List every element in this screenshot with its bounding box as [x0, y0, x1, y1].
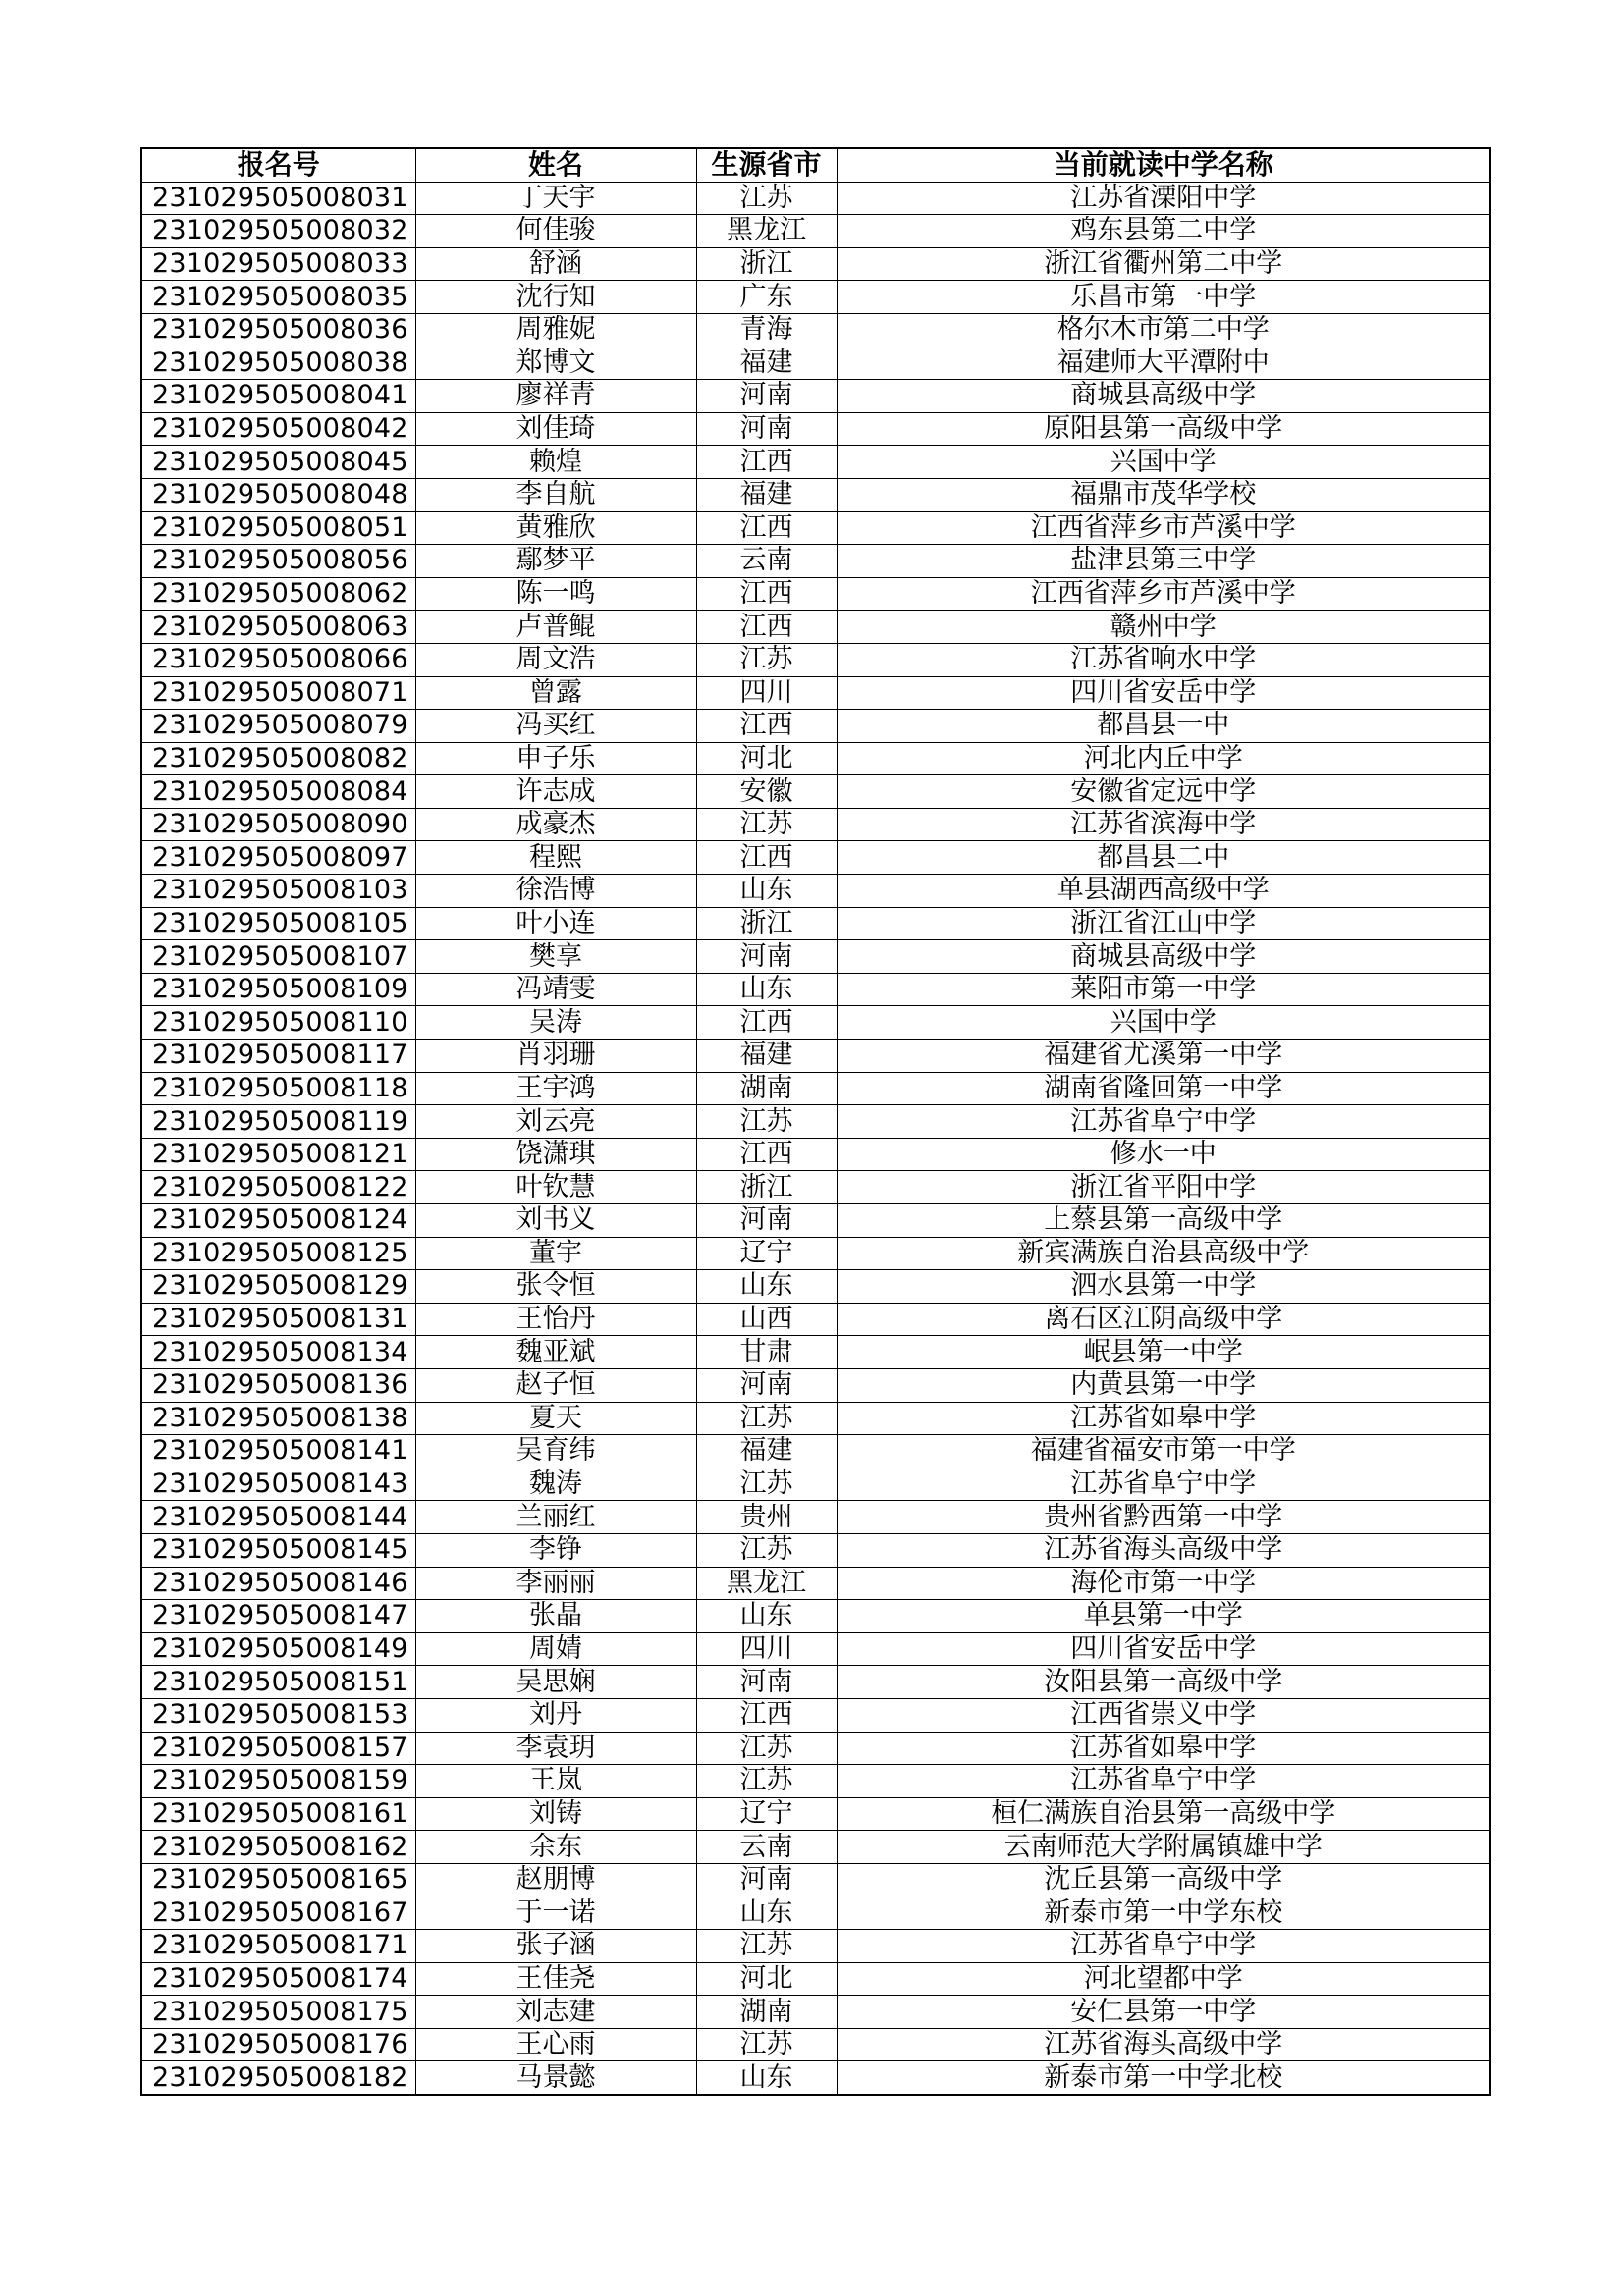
cell-name: 卢普鲲	[415, 611, 696, 644]
cell-registration-number: 231029505008125	[141, 1237, 415, 1270]
cell-province: 河北	[696, 742, 837, 775]
cell-province: 山东	[696, 1270, 837, 1304]
cell-province: 浙江	[696, 247, 837, 281]
table-row	[141, 611, 1490, 644]
cell-school: 浙江省衢州第二中学	[837, 247, 1490, 281]
cell-registration-number: 231029505008041	[141, 380, 415, 413]
cell-province: 山东	[696, 875, 837, 908]
cell-registration-number: 231029505008105	[141, 907, 415, 940]
cell-registration-number: 231029505008107	[141, 940, 415, 974]
cell-school: 单县湖西高级中学	[837, 875, 1490, 908]
cell-school: 江西省崇义中学	[837, 1698, 1490, 1732]
table-row	[141, 710, 1490, 743]
cell-province: 江西	[696, 1698, 837, 1732]
cell-name: 刘书义	[415, 1204, 696, 1238]
cell-name: 程熙	[415, 841, 696, 875]
cell-province: 浙江	[696, 907, 837, 940]
cell-registration-number: 231029505008165	[141, 1863, 415, 1896]
cell-name: 刘志建	[415, 1996, 696, 2029]
cell-registration-number: 231029505008118	[141, 1072, 415, 1105]
cell-school: 商城县高级中学	[837, 940, 1490, 974]
cell-name: 张令恒	[415, 1270, 696, 1304]
cell-school: 新泰市第一中学东校	[837, 1896, 1490, 1930]
table-row	[141, 1896, 1490, 1930]
table-body	[141, 182, 1490, 2095]
cell-name: 何佳骏	[415, 215, 696, 248]
cell-school: 浙江省江山中学	[837, 907, 1490, 940]
cell-school: 安徽省定远中学	[837, 775, 1490, 809]
cell-province: 河南	[696, 380, 837, 413]
cell-province: 云南	[696, 1831, 837, 1864]
cell-name: 刘铸	[415, 1797, 696, 1831]
cell-name: 赵子恒	[415, 1368, 696, 1402]
cell-province: 江西	[696, 611, 837, 644]
cell-registration-number: 231029505008176	[141, 2028, 415, 2061]
cell-school: 上蔡县第一高级中学	[837, 1204, 1490, 1238]
cell-province: 贵州	[696, 1501, 837, 1534]
cell-name: 魏亚斌	[415, 1336, 696, 1369]
cell-registration-number: 231029505008117	[141, 1040, 415, 1073]
cell-registration-number: 231029505008151	[141, 1666, 415, 1699]
table-row	[141, 1567, 1490, 1600]
cell-province: 黑龙江	[696, 215, 837, 248]
cell-school: 海伦市第一中学	[837, 1567, 1490, 1600]
table-row	[141, 940, 1490, 974]
table-row	[141, 1533, 1490, 1567]
cell-province: 黑龙江	[696, 1567, 837, 1600]
cell-school: 福建师大平潭附中	[837, 347, 1490, 380]
table-row	[141, 1632, 1490, 1666]
cell-province: 江苏	[696, 1732, 837, 1765]
cell-name: 张子涵	[415, 1930, 696, 1963]
cell-province: 四川	[696, 1632, 837, 1666]
cell-registration-number: 231029505008162	[141, 1831, 415, 1864]
cell-registration-number: 231029505008071	[141, 676, 415, 710]
cell-registration-number: 231029505008171	[141, 1930, 415, 1963]
cell-registration-number: 231029505008097	[141, 841, 415, 875]
cell-name: 成豪杰	[415, 808, 696, 841]
cell-province: 江苏	[696, 2028, 837, 2061]
cell-name: 王佳尧	[415, 1962, 696, 1996]
cell-registration-number: 231029505008045	[141, 446, 415, 479]
cell-registration-number: 231029505008051	[141, 511, 415, 545]
cell-name: 吴育纬	[415, 1435, 696, 1468]
cell-school: 福鼎市茂华学校	[837, 478, 1490, 511]
table-row	[141, 1105, 1490, 1139]
table-row	[141, 412, 1490, 446]
cell-name: 周文浩	[415, 643, 696, 676]
table-row	[141, 2028, 1490, 2061]
cell-name: 刘云亮	[415, 1105, 696, 1139]
cell-school: 内黄县第一中学	[837, 1368, 1490, 1402]
table-row	[141, 380, 1490, 413]
table-row	[141, 1930, 1490, 1963]
header-row	[141, 148, 1490, 182]
cell-province: 山西	[696, 1303, 837, 1336]
cell-school: 浙江省平阳中学	[837, 1171, 1490, 1204]
cell-name: 李丽丽	[415, 1567, 696, 1600]
cell-school: 格尔木市第二中学	[837, 313, 1490, 347]
table-row	[141, 1435, 1490, 1468]
cell-school: 四川省安岳中学	[837, 676, 1490, 710]
cell-province: 江西	[696, 577, 837, 611]
cell-name: 董宇	[415, 1237, 696, 1270]
cell-school: 江苏省如皋中学	[837, 1402, 1490, 1435]
cell-school: 河北望都中学	[837, 1962, 1490, 1996]
cell-school: 赣州中学	[837, 611, 1490, 644]
table-row	[141, 1368, 1490, 1402]
table-row	[141, 1501, 1490, 1534]
cell-name: 李铮	[415, 1533, 696, 1567]
cell-name: 舒涵	[415, 247, 696, 281]
cell-province: 河南	[696, 1368, 837, 1402]
cell-school: 离石区江阴高级中学	[837, 1303, 1490, 1336]
cell-province: 江西	[696, 1138, 837, 1171]
table-row	[141, 478, 1490, 511]
cell-registration-number: 231029505008129	[141, 1270, 415, 1304]
cell-school: 河北内丘中学	[837, 742, 1490, 775]
cell-school: 福建省福安市第一中学	[837, 1435, 1490, 1468]
cell-school: 新泰市第一中学北校	[837, 2061, 1490, 2095]
table-row	[141, 247, 1490, 281]
cell-registration-number: 231029505008079	[141, 710, 415, 743]
cell-name: 李自航	[415, 478, 696, 511]
cell-name: 叶小连	[415, 907, 696, 940]
cell-registration-number: 231029505008090	[141, 808, 415, 841]
cell-registration-number: 231029505008167	[141, 1896, 415, 1930]
cell-registration-number: 231029505008134	[141, 1336, 415, 1369]
table-row	[141, 1072, 1490, 1105]
cell-school: 鸡东县第二中学	[837, 215, 1490, 248]
table-row	[141, 1270, 1490, 1304]
cell-name: 鄢梦平	[415, 545, 696, 578]
cell-registration-number: 231029505008145	[141, 1533, 415, 1567]
cell-name: 饶潇琪	[415, 1138, 696, 1171]
cell-province: 江苏	[696, 1468, 837, 1501]
cell-province: 河南	[696, 1204, 837, 1238]
cell-school: 湖南省隆回第一中学	[837, 1072, 1490, 1105]
cell-province: 江西	[696, 841, 837, 875]
cell-name: 赵朋博	[415, 1863, 696, 1896]
cell-province: 湖南	[696, 1072, 837, 1105]
cell-province: 山东	[696, 1896, 837, 1930]
cell-registration-number: 231029505008149	[141, 1632, 415, 1666]
table-row	[141, 808, 1490, 841]
cell-name: 冯买红	[415, 710, 696, 743]
cell-school: 贵州省黔西第一中学	[837, 1501, 1490, 1534]
cell-name: 吴涛	[415, 1006, 696, 1040]
cell-name: 丁天宇	[415, 182, 696, 215]
cell-school: 四川省安岳中学	[837, 1632, 1490, 1666]
cell-province: 广东	[696, 281, 837, 314]
cell-province: 青海	[696, 313, 837, 347]
cell-name: 徐浩博	[415, 875, 696, 908]
cell-name: 王宇鸿	[415, 1072, 696, 1105]
table-row	[141, 215, 1490, 248]
cell-registration-number: 231029505008062	[141, 577, 415, 611]
cell-province: 福建	[696, 1040, 837, 1073]
table-row	[141, 1996, 1490, 2029]
cell-registration-number: 231029505008066	[141, 643, 415, 676]
cell-name: 郑博文	[415, 347, 696, 380]
cell-school: 安仁县第一中学	[837, 1996, 1490, 2029]
cell-registration-number: 231029505008032	[141, 215, 415, 248]
cell-registration-number: 231029505008141	[141, 1435, 415, 1468]
header-school: 当前就读中学名称	[837, 148, 1490, 182]
table-row	[141, 775, 1490, 809]
cell-province: 河南	[696, 940, 837, 974]
table-row	[141, 1698, 1490, 1732]
cell-registration-number: 231029505008109	[141, 973, 415, 1006]
cell-school: 兴国中学	[837, 1006, 1490, 1040]
cell-school: 江苏省海头高级中学	[837, 1533, 1490, 1567]
cell-name: 黄雅欣	[415, 511, 696, 545]
cell-province: 福建	[696, 478, 837, 511]
cell-school: 商城县高级中学	[837, 380, 1490, 413]
cell-registration-number: 231029505008035	[141, 281, 415, 314]
cell-registration-number: 231029505008031	[141, 182, 415, 215]
cell-name: 魏涛	[415, 1468, 696, 1501]
cell-name: 兰丽红	[415, 1501, 696, 1534]
cell-registration-number: 231029505008056	[141, 545, 415, 578]
cell-name: 肖羽珊	[415, 1040, 696, 1073]
cell-school: 莱阳市第一中学	[837, 973, 1490, 1006]
cell-registration-number: 231029505008036	[141, 313, 415, 347]
cell-registration-number: 231029505008122	[141, 1171, 415, 1204]
cell-name: 周婧	[415, 1632, 696, 1666]
cell-province: 四川	[696, 676, 837, 710]
cell-registration-number: 231029505008174	[141, 1962, 415, 1996]
cell-province: 河南	[696, 1666, 837, 1699]
table-row	[141, 1962, 1490, 1996]
cell-name: 余东	[415, 1831, 696, 1864]
cell-school: 原阳县第一高级中学	[837, 412, 1490, 446]
cell-province: 江苏	[696, 808, 837, 841]
cell-name: 吴思娴	[415, 1666, 696, 1699]
table-row	[141, 281, 1490, 314]
table-row	[141, 1006, 1490, 1040]
table-row	[141, 1303, 1490, 1336]
cell-school: 江苏省阜宁中学	[837, 1105, 1490, 1139]
cell-name: 许志成	[415, 775, 696, 809]
cell-school: 岷县第一中学	[837, 1336, 1490, 1369]
cell-province: 辽宁	[696, 1237, 837, 1270]
cell-registration-number: 231029505008082	[141, 742, 415, 775]
cell-school: 沈丘县第一高级中学	[837, 1863, 1490, 1896]
cell-name: 周雅妮	[415, 313, 696, 347]
cell-name: 曾露	[415, 676, 696, 710]
cell-province: 江西	[696, 511, 837, 545]
cell-name: 赖煌	[415, 446, 696, 479]
cell-school: 江苏省溧阳中学	[837, 182, 1490, 215]
cell-registration-number: 231029505008033	[141, 247, 415, 281]
table-row	[141, 1600, 1490, 1633]
table-row	[141, 643, 1490, 676]
cell-school: 江苏省如皋中学	[837, 1732, 1490, 1765]
table-row	[141, 1204, 1490, 1238]
table-row	[141, 1402, 1490, 1435]
cell-registration-number: 231029505008153	[141, 1698, 415, 1732]
cell-name: 陈一鸣	[415, 577, 696, 611]
cell-province: 江苏	[696, 1533, 837, 1567]
cell-province: 山东	[696, 973, 837, 1006]
cell-registration-number: 231029505008042	[141, 412, 415, 446]
cell-school: 泗水县第一中学	[837, 1270, 1490, 1304]
cell-province: 江苏	[696, 1105, 837, 1139]
table-row	[141, 841, 1490, 875]
cell-province: 山东	[696, 2061, 837, 2095]
cell-school: 都昌县二中	[837, 841, 1490, 875]
cell-school: 江苏省阜宁中学	[837, 1930, 1490, 1963]
cell-province: 湖南	[696, 1996, 837, 2029]
table-row	[141, 1732, 1490, 1765]
cell-registration-number: 231029505008143	[141, 1468, 415, 1501]
table-row	[141, 973, 1490, 1006]
table-row	[141, 446, 1490, 479]
cell-school: 江苏省滨海中学	[837, 808, 1490, 841]
table-row	[141, 511, 1490, 545]
cell-school: 都昌县一中	[837, 710, 1490, 743]
cell-name: 王岚	[415, 1765, 696, 1798]
cell-registration-number: 231029505008136	[141, 1368, 415, 1402]
cell-province: 江苏	[696, 1930, 837, 1963]
cell-name: 于一诺	[415, 1896, 696, 1930]
cell-province: 河南	[696, 412, 837, 446]
cell-school: 江苏省响水中学	[837, 643, 1490, 676]
cell-province: 山东	[696, 1600, 837, 1633]
cell-province: 江苏	[696, 643, 837, 676]
cell-province: 浙江	[696, 1171, 837, 1204]
cell-school: 福建省尤溪第一中学	[837, 1040, 1490, 1073]
table-row	[141, 1237, 1490, 1270]
cell-school: 江西省萍乡市芦溪中学	[837, 577, 1490, 611]
table-row	[141, 1171, 1490, 1204]
cell-school: 江苏省阜宁中学	[837, 1765, 1490, 1798]
cell-name: 刘佳琦	[415, 412, 696, 446]
cell-registration-number: 231029505008161	[141, 1797, 415, 1831]
cell-registration-number: 231029505008146	[141, 1567, 415, 1600]
cell-school: 兴国中学	[837, 446, 1490, 479]
table-row	[141, 1831, 1490, 1864]
cell-name: 张晶	[415, 1600, 696, 1633]
cell-registration-number: 231029505008159	[141, 1765, 415, 1798]
cell-registration-number: 231029505008157	[141, 1732, 415, 1765]
cell-registration-number: 231029505008124	[141, 1204, 415, 1238]
cell-name: 王心雨	[415, 2028, 696, 2061]
cell-province: 河南	[696, 1863, 837, 1896]
table-row	[141, 1040, 1490, 1073]
cell-name: 沈行知	[415, 281, 696, 314]
cell-province: 河北	[696, 1962, 837, 1996]
cell-school: 江苏省海头高级中学	[837, 2028, 1490, 2061]
cell-registration-number: 231029505008110	[141, 1006, 415, 1040]
cell-registration-number: 231029505008121	[141, 1138, 415, 1171]
cell-province: 江西	[696, 710, 837, 743]
cell-registration-number: 231029505008175	[141, 1996, 415, 2029]
cell-registration-number: 231029505008103	[141, 875, 415, 908]
cell-school: 单县第一中学	[837, 1600, 1490, 1633]
cell-school: 云南师范大学附属镇雄中学	[837, 1831, 1490, 1864]
table-row	[141, 875, 1490, 908]
table-row	[141, 676, 1490, 710]
table-row	[141, 1468, 1490, 1501]
cell-name: 申子乐	[415, 742, 696, 775]
cell-province: 江苏	[696, 1402, 837, 1435]
table-header	[141, 148, 1490, 182]
table-row	[141, 1797, 1490, 1831]
cell-name: 夏天	[415, 1402, 696, 1435]
header-name: 姓名	[415, 148, 696, 182]
header-province: 生源省市	[696, 148, 837, 182]
cell-name: 樊享	[415, 940, 696, 974]
cell-registration-number: 231029505008131	[141, 1303, 415, 1336]
cell-name: 刘丹	[415, 1698, 696, 1732]
cell-registration-number: 231029505008138	[141, 1402, 415, 1435]
cell-province: 福建	[696, 347, 837, 380]
table-row	[141, 1138, 1490, 1171]
cell-name: 冯靖雯	[415, 973, 696, 1006]
table-row	[141, 742, 1490, 775]
cell-name: 叶钦慧	[415, 1171, 696, 1204]
table-row	[141, 1336, 1490, 1369]
table-row	[141, 577, 1490, 611]
cell-school: 修水一中	[837, 1138, 1490, 1171]
cell-school: 乐昌市第一中学	[837, 281, 1490, 314]
cell-school: 新宾满族自治县高级中学	[837, 1237, 1490, 1270]
cell-province: 福建	[696, 1435, 837, 1468]
cell-province: 甘肃	[696, 1336, 837, 1369]
cell-province: 云南	[696, 545, 837, 578]
header-registration-number: 报名号	[141, 148, 415, 182]
cell-province: 江西	[696, 1006, 837, 1040]
cell-registration-number: 231029505008084	[141, 775, 415, 809]
cell-registration-number: 231029505008048	[141, 478, 415, 511]
cell-name: 廖祥青	[415, 380, 696, 413]
table-row	[141, 1863, 1490, 1896]
cell-province: 江西	[696, 446, 837, 479]
cell-registration-number: 231029505008063	[141, 611, 415, 644]
cell-registration-number: 231029505008119	[141, 1105, 415, 1139]
cell-province: 安徽	[696, 775, 837, 809]
cell-province: 江苏	[696, 182, 837, 215]
table-row	[141, 313, 1490, 347]
cell-province: 江苏	[696, 1765, 837, 1798]
cell-name: 马景懿	[415, 2061, 696, 2095]
cell-registration-number: 231029505008038	[141, 347, 415, 380]
cell-registration-number: 231029505008147	[141, 1600, 415, 1633]
table-row	[141, 182, 1490, 215]
cell-registration-number: 231029505008182	[141, 2061, 415, 2095]
cell-name: 李袁玥	[415, 1732, 696, 1765]
table-row	[141, 1765, 1490, 1798]
cell-school: 江西省萍乡市芦溪中学	[837, 511, 1490, 545]
table-row	[141, 545, 1490, 578]
cell-registration-number: 231029505008144	[141, 1501, 415, 1534]
cell-province: 辽宁	[696, 1797, 837, 1831]
table-row	[141, 347, 1490, 380]
cell-school: 桓仁满族自治县第一高级中学	[837, 1797, 1490, 1831]
student-list-table	[140, 147, 1491, 2096]
cell-school: 江苏省阜宁中学	[837, 1468, 1490, 1501]
table-row	[141, 1666, 1490, 1699]
table-row	[141, 907, 1490, 940]
table-row	[141, 2061, 1490, 2095]
cell-school: 盐津县第三中学	[837, 545, 1490, 578]
cell-school: 汝阳县第一高级中学	[837, 1666, 1490, 1699]
cell-name: 王怡丹	[415, 1303, 696, 1336]
